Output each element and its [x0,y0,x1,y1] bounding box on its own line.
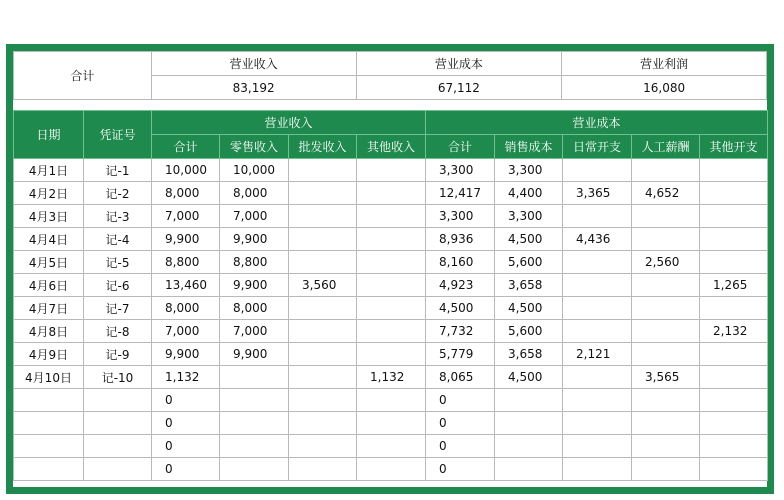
table-row [14,159,768,182]
cell-other-income [357,320,426,343]
cell-daily-expense [563,389,632,412]
table-row [14,228,768,251]
cell-cost-total: 12,417 [426,182,495,205]
cell-daily-expense: 3,365 [563,182,632,205]
sub-header-sales-cost: 销售成本 [495,135,563,159]
cell-voucher: 记-8 [84,320,152,343]
cell-cost-total: 8,160 [426,251,495,274]
cell-income-total: 10,000 [152,159,220,182]
cell-voucher [84,435,152,458]
summary-table [13,51,767,100]
cell-other-expense [700,159,768,182]
table-row [14,458,768,481]
cell-date: 4月8日 [14,320,84,343]
cell-labor-cost [632,389,700,412]
cell-cost-total: 0 [426,435,495,458]
cell-retail-income: 8,000 [220,297,289,320]
cell-date [14,412,84,435]
table-row [14,320,768,343]
cell-wholesale-income [289,458,357,481]
cell-daily-expense: 2,121 [563,343,632,366]
cell-labor-cost [632,159,700,182]
cell-other-expense [700,435,768,458]
cell-date: 4月10日 [14,366,84,389]
cell-other-expense [700,366,768,389]
cell-sales-cost: 4,500 [495,297,563,320]
ledger-body [13,51,767,487]
cell-labor-cost [632,458,700,481]
cell-retail-income: 9,900 [220,274,289,297]
cell-other-expense [700,412,768,435]
cell-date: 4月1日 [14,159,84,182]
cell-sales-cost [495,389,563,412]
cell-sales-cost: 4,500 [495,228,563,251]
cell-sales-cost [495,412,563,435]
cell-other-income [357,205,426,228]
cell-sales-cost: 5,600 [495,320,563,343]
cell-wholesale-income [289,251,357,274]
cell-other-income [357,228,426,251]
table-row [14,412,768,435]
ledger-table [13,110,768,481]
cell-wholesale-income [289,182,357,205]
cell-sales-cost: 5,600 [495,251,563,274]
cell-date [14,435,84,458]
cell-daily-expense [563,366,632,389]
cell-cost-total: 4,500 [426,297,495,320]
table-gap [13,101,767,110]
cell-cost-total: 3,300 [426,159,495,182]
sub-header-other-income: 其他收入 [357,135,426,159]
cell-income-total: 0 [152,435,220,458]
cell-cost-total: 7,732 [426,320,495,343]
table-row [14,343,768,366]
cell-sales-cost [495,435,563,458]
cell-date: 4月7日 [14,297,84,320]
cell-voucher [84,458,152,481]
cell-wholesale-income [289,228,357,251]
cell-daily-expense [563,274,632,297]
cell-income-total: 8,000 [152,297,220,320]
cell-labor-cost: 4,652 [632,182,700,205]
cell-other-expense [700,297,768,320]
cell-sales-cost: 3,300 [495,205,563,228]
cell-other-expense [700,228,768,251]
sub-header-wholesale-income: 批发收入 [289,135,357,159]
cell-other-income [357,412,426,435]
cell-labor-cost: 3,565 [632,366,700,389]
cell-retail-income [220,389,289,412]
cell-income-total: 0 [152,389,220,412]
cell-daily-expense [563,159,632,182]
cell-retail-income: 9,900 [220,343,289,366]
cell-sales-cost [495,458,563,481]
cell-wholesale-income [289,320,357,343]
cell-retail-income [220,458,289,481]
cell-other-income [357,297,426,320]
cell-voucher [84,412,152,435]
table-row [14,182,768,205]
table-row [14,389,768,412]
cell-cost-total: 8,936 [426,228,495,251]
summary-value-profit: 16,080 [562,76,767,100]
sub-header-income-total: 合计 [152,135,220,159]
cell-other-income [357,458,426,481]
cell-voucher: 记-7 [84,297,152,320]
cell-labor-cost: 2,560 [632,251,700,274]
cell-other-income [357,182,426,205]
cell-sales-cost: 3,658 [495,343,563,366]
cell-labor-cost [632,297,700,320]
cell-retail-income [220,435,289,458]
cell-sales-cost: 3,300 [495,159,563,182]
cell-other-expense [700,205,768,228]
cell-other-expense: 1,265 [700,274,768,297]
cell-date: 4月4日 [14,228,84,251]
cell-wholesale-income [289,412,357,435]
cell-daily-expense [563,412,632,435]
sub-header-retail-income: 零售收入 [220,135,289,159]
cell-wholesale-income [289,343,357,366]
ledger-frame [6,44,774,494]
cell-voucher [84,389,152,412]
cell-cost-total: 0 [426,458,495,481]
cell-other-expense [700,251,768,274]
cell-wholesale-income [289,205,357,228]
cell-daily-expense [563,251,632,274]
cell-date: 4月3日 [14,205,84,228]
cell-other-income [357,159,426,182]
cell-voucher: 记-1 [84,159,152,182]
cell-income-total: 1,132 [152,366,220,389]
cell-other-income [357,389,426,412]
cell-wholesale-income [289,435,357,458]
summary-header-profit: 营业利润 [562,52,767,76]
cell-income-total: 9,900 [152,343,220,366]
cell-income-total: 8,800 [152,251,220,274]
cell-retail-income: 9,900 [220,228,289,251]
cell-daily-expense [563,205,632,228]
cell-labor-cost [632,320,700,343]
cell-voucher: 记-9 [84,343,152,366]
summary-header-cost: 营业成本 [356,52,562,76]
cell-daily-expense [563,458,632,481]
cell-voucher: 记-10 [84,366,152,389]
cell-income-total: 8,000 [152,182,220,205]
sub-header-labor-cost: 人工薪酬 [632,135,700,159]
cell-wholesale-income [289,297,357,320]
cell-labor-cost [632,435,700,458]
cell-date: 4月5日 [14,251,84,274]
cell-income-total: 7,000 [152,320,220,343]
cell-retail-income: 10,000 [220,159,289,182]
cell-cost-total: 4,923 [426,274,495,297]
cell-other-expense [700,182,768,205]
table-row [14,297,768,320]
cell-daily-expense [563,435,632,458]
cell-other-income [357,274,426,297]
cell-date [14,458,84,481]
cell-voucher: 记-2 [84,182,152,205]
cell-labor-cost [632,412,700,435]
cell-income-total: 0 [152,412,220,435]
col-header-date: 日期 [14,111,84,159]
cell-voucher: 记-4 [84,228,152,251]
cell-date: 4月6日 [14,274,84,297]
table-row [14,435,768,458]
table-row [14,251,768,274]
cell-labor-cost [632,343,700,366]
group-header-income: 营业收入 [152,111,426,135]
sub-header-other-expense: 其他开支 [700,135,768,159]
cell-cost-total: 0 [426,412,495,435]
cell-daily-expense [563,297,632,320]
cell-wholesale-income [289,366,357,389]
cell-other-expense [700,458,768,481]
cell-income-total: 13,460 [152,274,220,297]
table-row [14,366,768,389]
cell-cost-total: 0 [426,389,495,412]
sub-header-cost-total: 合计 [426,135,495,159]
cell-sales-cost: 3,658 [495,274,563,297]
cell-income-total: 7,000 [152,205,220,228]
cell-other-expense [700,343,768,366]
cell-sales-cost: 4,500 [495,366,563,389]
table-row [14,205,768,228]
cell-other-income [357,251,426,274]
cell-retail-income: 8,800 [220,251,289,274]
summary-value-cost: 67,112 [356,76,562,100]
cell-date [14,389,84,412]
summary-value-income: 83,192 [151,76,356,100]
cell-voucher: 记-5 [84,251,152,274]
cell-other-income [357,435,426,458]
cell-cost-total: 3,300 [426,205,495,228]
cell-other-expense: 2,132 [700,320,768,343]
cell-daily-expense: 4,436 [563,228,632,251]
group-header-cost: 营业成本 [426,111,768,135]
cell-other-expense [700,389,768,412]
cell-other-income [357,343,426,366]
cell-date: 4月2日 [14,182,84,205]
cell-retail-income: 7,000 [220,320,289,343]
cell-income-total: 0 [152,458,220,481]
summary-header-income: 营业收入 [151,52,356,76]
cell-retail-income: 7,000 [220,205,289,228]
cell-date: 4月9日 [14,343,84,366]
cell-wholesale-income [289,159,357,182]
table-row [14,274,768,297]
cell-wholesale-income: 3,560 [289,274,357,297]
cell-voucher: 记-6 [84,274,152,297]
ledger-rows [14,159,768,481]
summary-label: 合计 [14,52,152,100]
cell-income-total: 9,900 [152,228,220,251]
col-header-voucher: 凭证号 [84,111,152,159]
cell-retail-income [220,366,289,389]
cell-wholesale-income [289,389,357,412]
cell-daily-expense [563,320,632,343]
sub-header-daily-expense: 日常开支 [563,135,632,159]
cell-other-income: 1,132 [357,366,426,389]
cell-sales-cost: 4,400 [495,182,563,205]
cell-labor-cost [632,228,700,251]
cell-cost-total: 5,779 [426,343,495,366]
cell-voucher: 记-3 [84,205,152,228]
cell-cost-total: 8,065 [426,366,495,389]
cell-retail-income [220,412,289,435]
cell-labor-cost [632,274,700,297]
cell-retail-income: 8,000 [220,182,289,205]
cell-labor-cost [632,205,700,228]
